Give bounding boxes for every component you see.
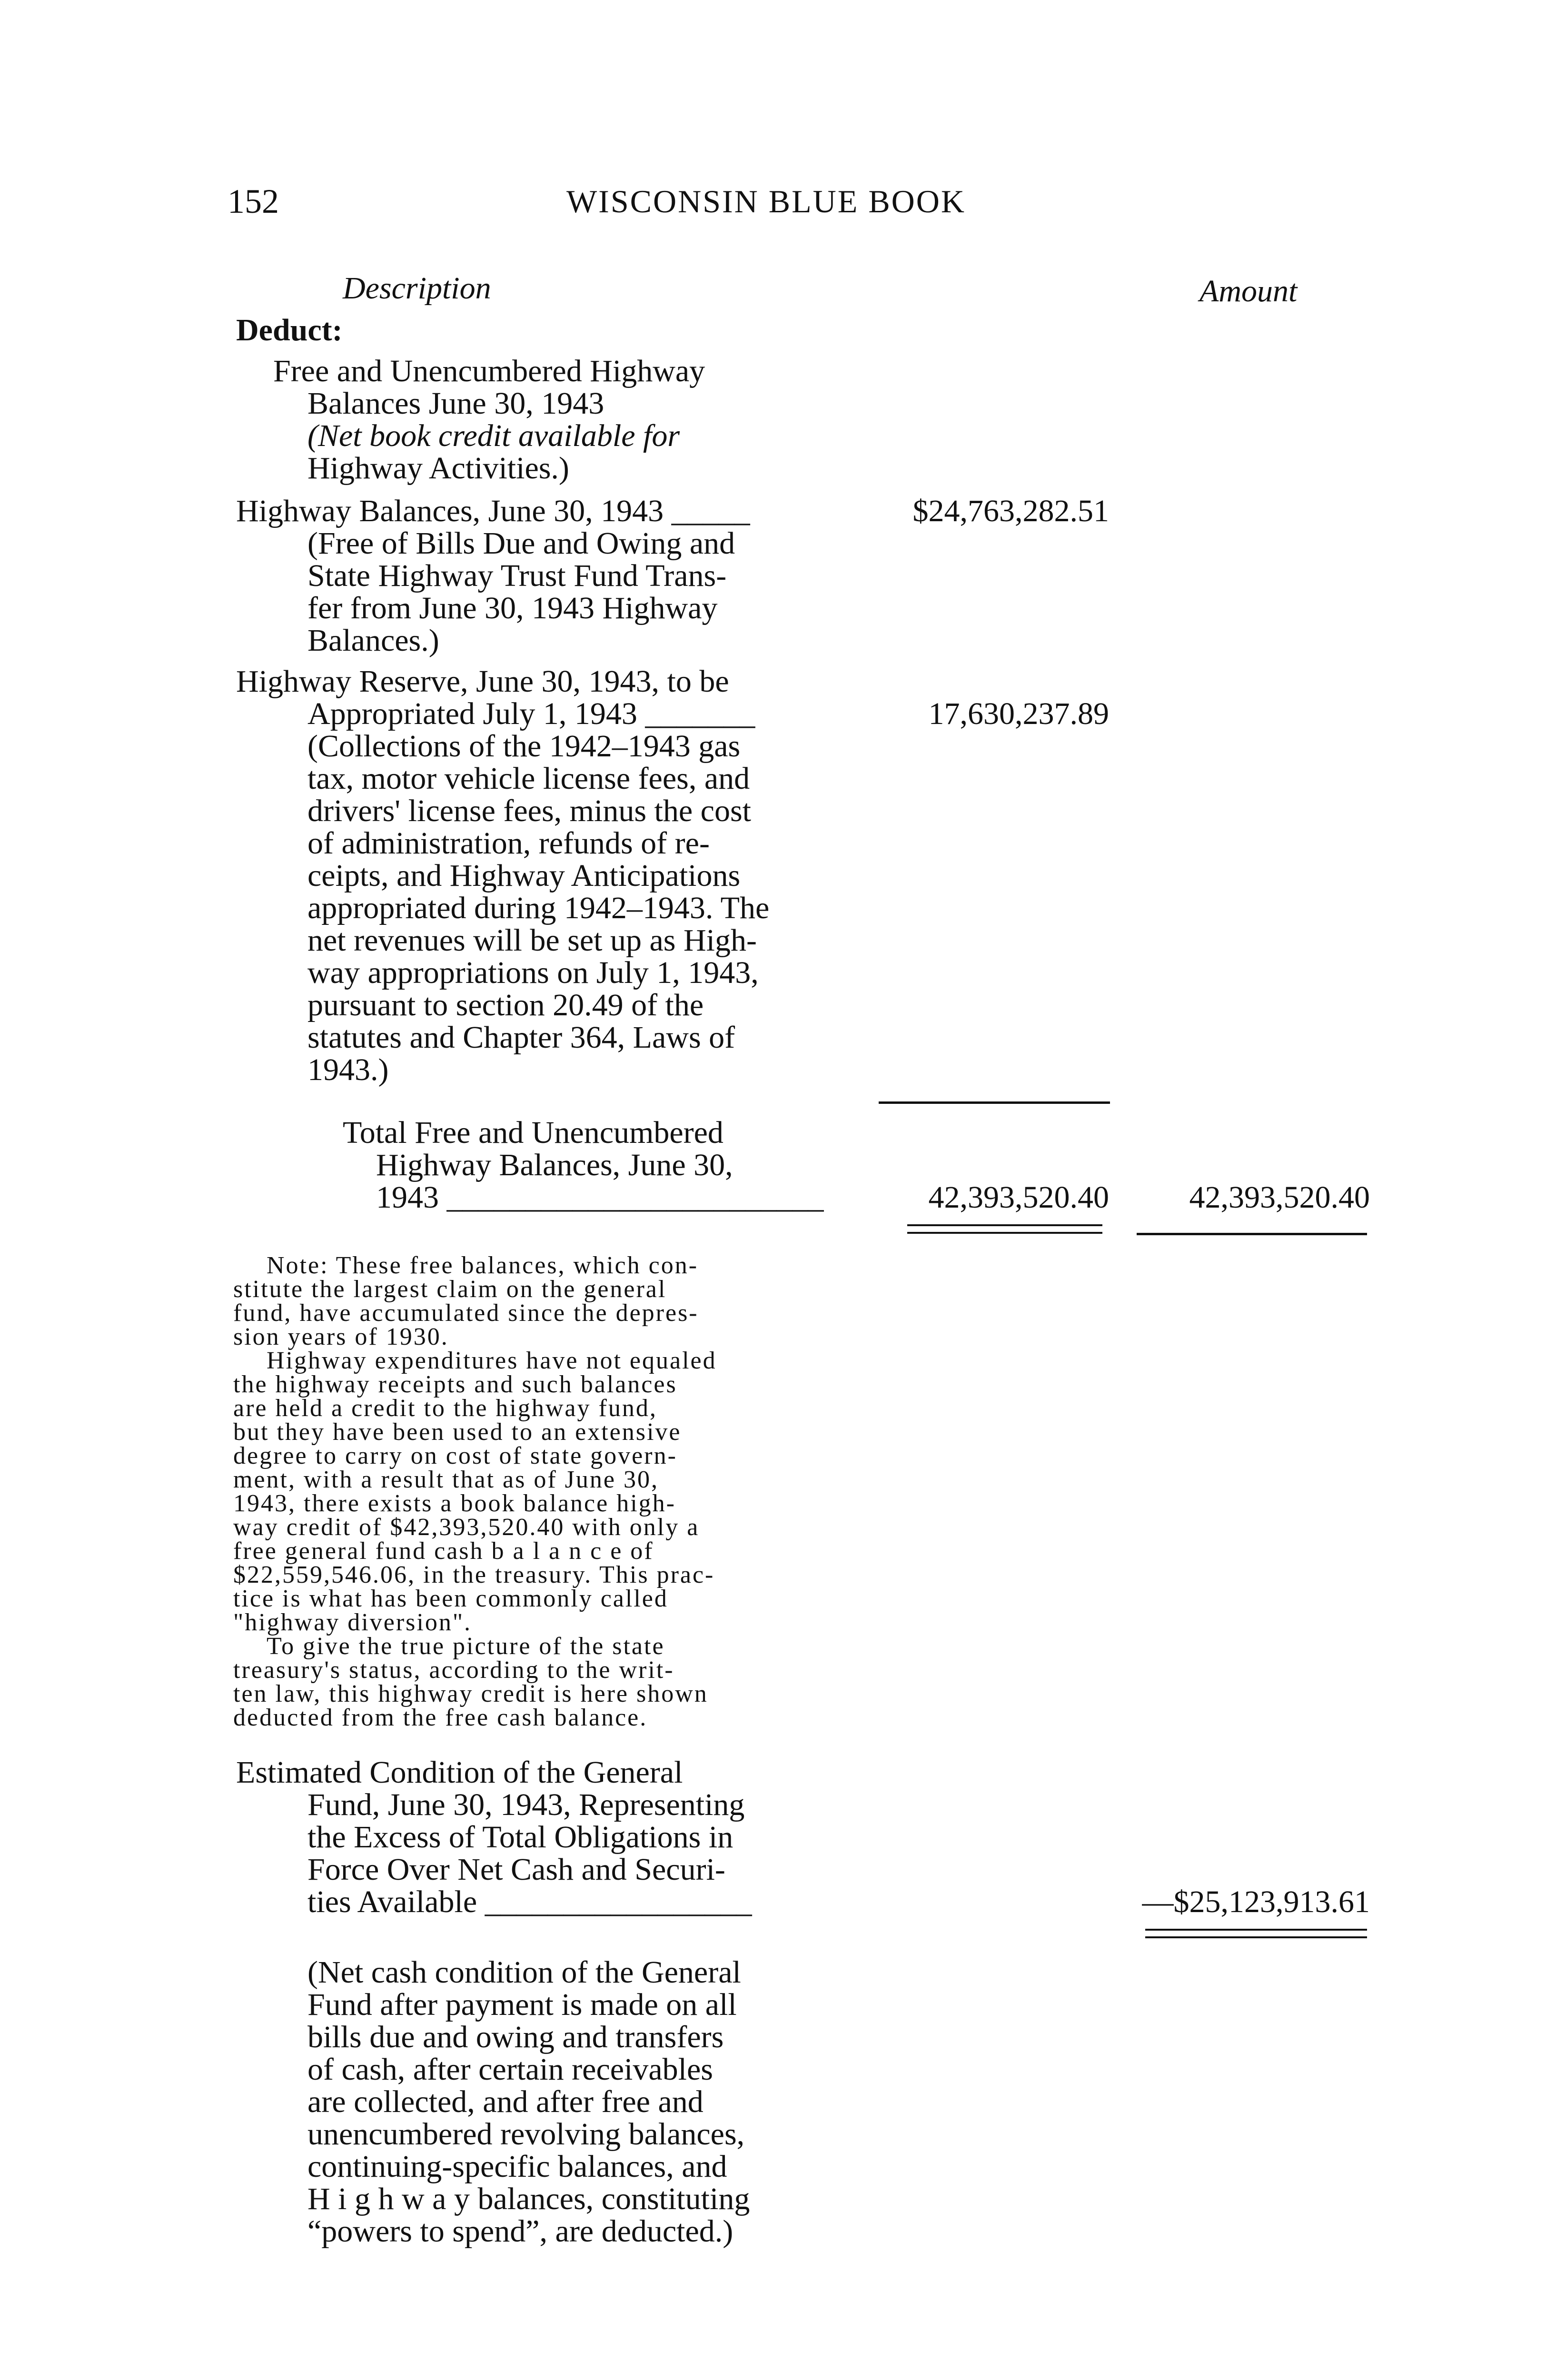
final-double-rule-top <box>1145 1929 1367 1931</box>
net-cash-note-line: unencumbered revolving balances, <box>307 2117 745 2152</box>
amount-column-heading: Amount <box>1199 274 1298 308</box>
highway-reserve-label: Highway Reserve, June 30, 1943, to be <box>236 664 729 699</box>
free-balances-line: Highway Activities.) <box>307 451 569 486</box>
total-free-amount-column1: 42,393,520.40 <box>928 1180 1109 1215</box>
note-line: degree to carry on cost of state govern- <box>233 1442 677 1469</box>
note-line: are held a credit to the highway fund, <box>233 1395 657 1422</box>
note-line: ten law, this highway credit is here shown <box>233 1680 708 1707</box>
net-cash-note-line: (Net cash condition of the General <box>307 1955 741 1990</box>
note-line: fund, have accumulated since the depres- <box>233 1299 699 1327</box>
note-line: To give the true picture of the state <box>267 1633 665 1660</box>
note-line: 1943, there exists a book balance high- <box>233 1490 676 1517</box>
highway-balances-note-line: Balances.) <box>307 623 439 658</box>
double-rule-bottom <box>907 1232 1102 1234</box>
column2-rule <box>1137 1233 1367 1235</box>
subtotal-rule <box>879 1101 1110 1104</box>
note-line: way credit of $42,393,520.40 with only a <box>233 1514 700 1541</box>
highway-balances-note-line: fer from June 30, 1943 Highway <box>307 591 718 625</box>
highway-reserve-label: Appropriated July 1, 1943 _______ <box>307 696 755 731</box>
highway-balances-amount: $24,763,282.51 <box>912 494 1109 528</box>
highway-reserve-note-line: pursuant to section 20.49 of the <box>307 988 704 1022</box>
total-free-line: Total Free and Unencumbered <box>343 1115 723 1150</box>
note-line: treasury's status, according to the writ- <box>233 1656 674 1684</box>
net-cash-note-line: bills due and owing and transfers <box>307 2020 724 2054</box>
highway-reserve-note-line: statutes and Chapter 364, Laws of <box>307 1020 735 1055</box>
note-line: Highway expenditures have not equaled <box>267 1347 717 1374</box>
note-line: tice is what has been commonly called <box>233 1585 668 1612</box>
highway-balances-label: Highway Balances, June 30, 1943 _____ <box>236 494 750 528</box>
estimated-condition-line: the Excess of Total Obligations in <box>307 1820 733 1854</box>
final-double-rule-bottom <box>1145 1936 1367 1938</box>
free-balances-line: Balances June 30, 1943 <box>307 386 605 421</box>
deduct-label: Deduct: <box>236 313 343 347</box>
highway-reserve-note-line: (Collections of the 1942–1943 gas <box>307 729 741 764</box>
highway-reserve-note-line: 1943.) <box>307 1052 389 1087</box>
highway-reserve-note-line: tax, motor vehicle license fees, and <box>307 761 750 796</box>
double-rule-top <box>907 1224 1102 1226</box>
estimated-condition-line: Force Over Net Cash and Securi- <box>307 1852 725 1887</box>
total-free-line: 1943 ________________________ <box>376 1180 824 1215</box>
estimated-condition-line: Fund, June 30, 1943, Representing <box>307 1787 745 1822</box>
total-free-line: Highway Balances, June 30, <box>376 1148 733 1182</box>
net-cash-note-line: of cash, after certain receivables <box>307 2052 713 2087</box>
note-line: $22,559,546.06, in the treasury. This prac- <box>233 1561 715 1588</box>
running-title: WISCONSIN BLUE BOOK <box>566 183 966 219</box>
estimated-condition-amount: —$25,123,913.61 <box>1142 1884 1370 1919</box>
highway-balances-note-line: (Free of Bills Due and Owing and <box>307 526 735 561</box>
net-cash-note-line: continuing-specific balances, and <box>307 2149 727 2184</box>
highway-reserve-note-line: of administration, refunds of re- <box>307 826 710 861</box>
note-line: sion years of 1930. <box>233 1323 449 1350</box>
description-column-heading: Description <box>343 271 491 306</box>
net-cash-note-line: are collected, and after free and <box>307 2084 704 2119</box>
free-balances-line: Free and Unencumbered Highway <box>273 354 705 388</box>
highway-reserve-note-line: drivers' license fees, minus the cost <box>307 793 751 828</box>
net-cash-note-line: “powers to spend”, are deducted.) <box>307 2214 733 2249</box>
free-balances-line: (Net book credit available for <box>307 418 680 453</box>
note-line: Note: These free balances, which con- <box>267 1252 699 1279</box>
highway-balances-note-line: State Highway Trust Fund Trans- <box>307 558 727 593</box>
note-line: free general fund cash b a l a n c e of <box>233 1537 654 1565</box>
note-line: stitute the largest claim on the general <box>233 1276 667 1303</box>
note-line: but they have been used to an extensive <box>233 1418 682 1446</box>
highway-reserve-note-line: way appropriations on July 1, 1943, <box>307 955 759 990</box>
note-line: "highway diversion". <box>233 1609 472 1636</box>
estimated-condition-line: ties Available _________________ <box>307 1884 752 1919</box>
estimated-condition-line: Estimated Condition of the General <box>236 1755 683 1790</box>
note-line: ment, with a result that as of June 30, <box>233 1466 659 1493</box>
highway-reserve-note-line: net revenues will be set up as High- <box>307 923 757 958</box>
note-line: the highway receipts and such balances <box>233 1371 677 1398</box>
highway-reserve-note-line: ceipts, and Highway Anticipations <box>307 858 741 893</box>
net-cash-note-line: Fund after payment is made on all <box>307 1987 737 2022</box>
note-line: deducted from the free cash balance. <box>233 1704 648 1731</box>
total-free-amount-column2: 42,393,520.40 <box>1189 1180 1370 1215</box>
net-cash-note-line: H i g h w a y balances, constituting <box>307 2182 750 2216</box>
highway-reserve-note-line: appropriated during 1942–1943. The <box>307 891 770 925</box>
page-number: 152 <box>228 182 279 220</box>
highway-reserve-amount: 17,630,237.89 <box>928 696 1109 731</box>
